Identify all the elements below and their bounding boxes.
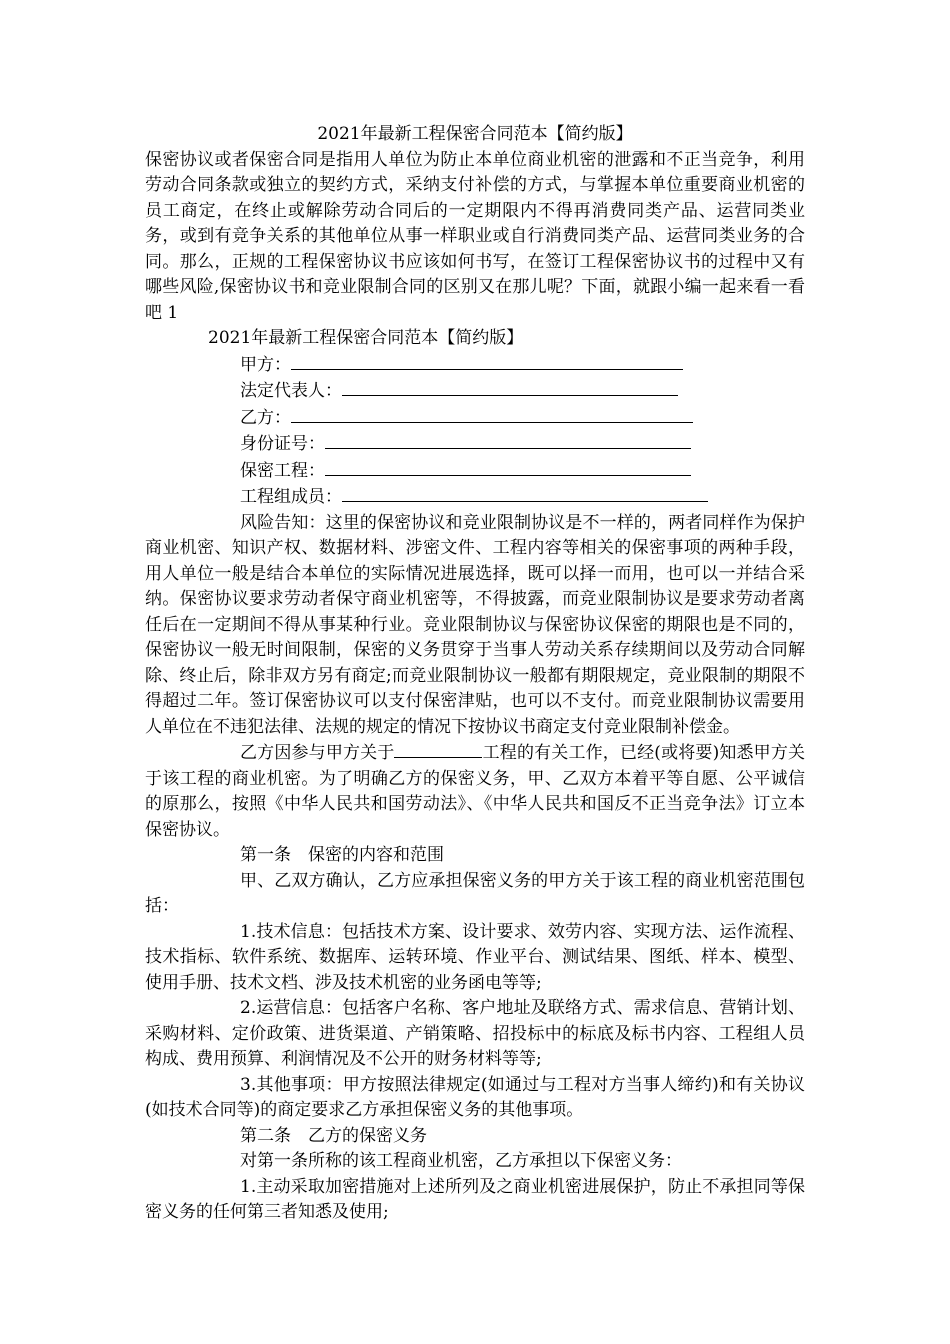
party-b-field <box>240 405 805 432</box>
document-page <box>145 122 805 1226</box>
risk-notice-paragraph: 风险告知：这里的保密协议和竞业限制协议是不一样的，两者同样作为保护商业机密、知识产权、数据材料、涉密文件、工程内容等相关的保密事项的两种手段，用人单位一般是结合本单位的实际情况进展选择，既可以择一而用，也可以一并结合采纳。保密协议要求劳动者保守商业机密等，不得披露，而竞业限制协议是要求劳动者离任后在一定期间不得从事某种行业。竞业限制协议与保密协议保密的期限也是不同的，保密协议一般无时间限制，保密的义务贯穿于当事人劳动关系存续期间以及劳动合同解除、终止后，除非双方另有商定;而竞业限制协议一般都有期限规定，竞业限制的期限不得超过二年。签订保密协议可以支付保密津贴，也可以不支付。而竞业限制协议需要用人单位在不违犯法律、法规的规定的情况下按协议书商定支付竞业限制补偿金。 <box>145 512 805 737</box>
legal-rep-label: 法定代表人： <box>240 381 342 401</box>
project-field <box>240 458 805 485</box>
preamble-text-a: 乙方因参与甲方关于 <box>240 743 395 763</box>
article-1-heading: 第一条 保密的内容和范围 <box>240 845 444 865</box>
id-number-field <box>240 431 805 458</box>
project-blank <box>325 458 691 476</box>
article-2-heading: 第二条 乙方的保密义务 <box>240 1125 427 1146</box>
document-title: 2021年最新工程保密合同范本【简约版】 <box>317 124 633 144</box>
preamble-text-b: 工程的有关工作，已经(或将要)知悉甲方关于该工程的商业机密。为了明确乙方的保密义务，甲、乙双方本着平等自愿、公平诚信的原那么，按照《中华人民共和国劳动法》、《中华人民共和国反不正当竞争法》订立本保密协议。 <box>145 743 806 840</box>
legal-rep-field <box>240 378 805 405</box>
project-name-blank <box>394 740 482 758</box>
party-a-blank <box>291 352 683 370</box>
article-2-item-1: 1.主动采取加密措施对上述所列及之商业机密进展保护，防止不承担同等保密义务的任何第三者知悉及使用; <box>145 1176 805 1222</box>
article-1-item-3: 3.其他事项：甲方按照法律规定(如通过与工程对方当事人缔约)和有关协议(如技术合同等)的商定要求乙方承担保密义务的其他事项。 <box>145 1074 805 1120</box>
party-a-field <box>240 352 805 379</box>
members-label: 工程组成员： <box>240 487 342 507</box>
legal-rep-blank <box>342 378 678 396</box>
project-label: 保密工程： <box>240 460 325 481</box>
article-1-item-2: 2.运营信息：包括客户名称、客户地址及联络方式、需求信息、营销计划、采购材料、定价政策、进货渠道、产销策略、招投标中的标底及标书内容、工程组人员构成、费用预算、利润情况及不公开的财务材料等等; <box>145 998 805 1069</box>
article-2-text: 对第一条所称的该工程商业机密，乙方承担以下保密义务： <box>240 1151 682 1171</box>
members-blank <box>342 484 708 502</box>
intro-paragraph: 保密协议或者保密合同是指用人单位为防止本单位商业机密的泄露和不正当竞争，利用劳动合同条款或独立的契约方式，采纳支付补偿的方式，与掌握本单位重要商业机密的员工商定，在终止或解除劳动合同后的一定期限内不得再消费同类产品、运营同类业务，或到有竞争关系的其他单位从事一样职业或自行消费同类产品、运营同类业务的合同。那么，正规的工程保密协议书应该如何书写，在签订工程保密协议书的过程中又有哪些风险,保密协议书和竞业限制合同的区别又在那儿呢？下面，就跟小编一起来看一看吧 1 <box>145 149 805 323</box>
id-number-label: 身份证号： <box>240 434 325 454</box>
article-1-text: 甲、乙双方确认，乙方应承担保密义务的甲方关于该工程的商业机密范围包括： <box>145 870 805 916</box>
contract-subtitle: 2021年最新工程保密合同范本【简约版】 <box>208 328 524 348</box>
preamble-paragraph <box>145 740 805 843</box>
party-b-blank <box>291 405 693 423</box>
party-b-label: 乙方： <box>240 407 291 428</box>
article-1-item-1: 1.技术信息：包括技术方案、设计要求、效劳内容、实现方法、运作流程、技术指标、软件系统、数据库、运转环境、作业平台、测试结果、图纸、样本、模型、使用手册、技术文档、涉及技术机密的业务函电等等; <box>145 921 805 993</box>
members-field <box>240 484 805 511</box>
party-a-label: 甲方： <box>240 354 291 375</box>
id-number-blank <box>325 431 691 449</box>
